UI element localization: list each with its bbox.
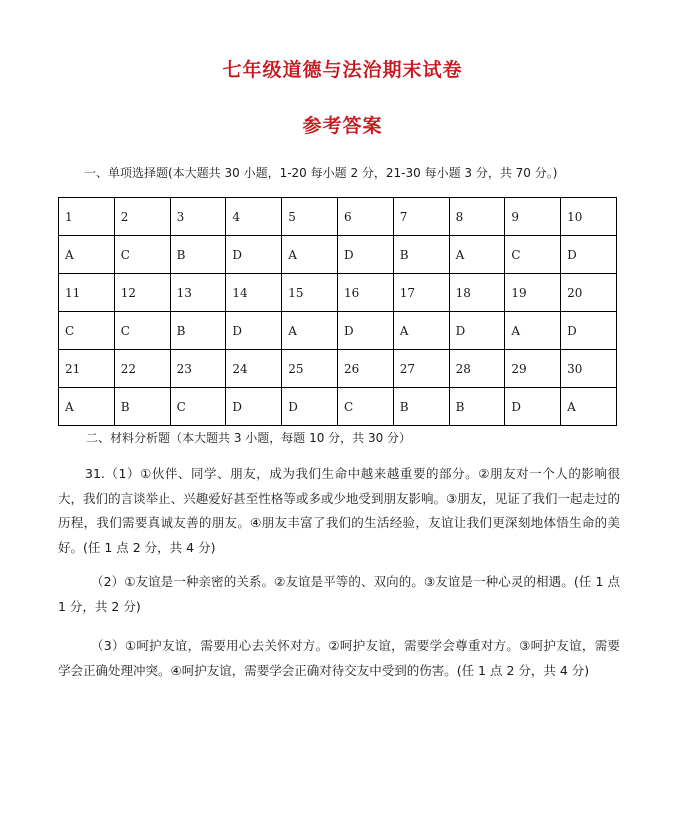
section-heading-material-analysis: 二、材料分析题（本大题共 3 小题，每题 10 分，共 30 分） bbox=[86, 431, 412, 445]
answer-31-part-3: （3）①呵护友谊，需要用心去关怀对方。②呵护友谊，需要学会尊重对方。③呵护友谊，需要学会正确处理冲突。④呵护友谊，需要学会正确对待交友中受到的伤害。(任 1 点 2 分，共 4 分) bbox=[58, 638, 620, 678]
table-cell: B bbox=[170, 236, 226, 274]
table-cell: 12 bbox=[114, 274, 170, 312]
answer-table bbox=[58, 197, 617, 426]
table-cell: 22 bbox=[114, 350, 170, 388]
table-cell: D bbox=[226, 236, 282, 274]
answer-31-part-2: （2）①友谊是一种亲密的关系。②友谊是平等的、双向的。③友谊是一种心灵的相遇。(任 1 点 1 分，共 2 分) bbox=[58, 574, 620, 614]
section-heading-multiple-choice: 一、单项选择题(本大题共 30 小题，1-20 每小题 2 分，21-30 每小题 3 分，共 70 分。) bbox=[84, 166, 558, 180]
table-cell: A bbox=[449, 236, 505, 274]
table-cell: 25 bbox=[282, 350, 338, 388]
table-cell: A bbox=[59, 388, 115, 426]
table-cell: 29 bbox=[505, 350, 561, 388]
table-cell: D bbox=[226, 388, 282, 426]
table-cell: 10 bbox=[561, 198, 617, 236]
table-cell: 26 bbox=[337, 350, 393, 388]
table-cell: 20 bbox=[561, 274, 617, 312]
table-cell: D bbox=[561, 236, 617, 274]
table-cell: 8 bbox=[449, 198, 505, 236]
table-cell: C bbox=[505, 236, 561, 274]
table-cell: D bbox=[226, 312, 282, 350]
page-subtitle: 参考答案 bbox=[302, 115, 383, 137]
table-cell: C bbox=[114, 312, 170, 350]
table-cell: 23 bbox=[170, 350, 226, 388]
table-cell: A bbox=[393, 312, 449, 350]
table-row-answers bbox=[59, 312, 617, 350]
table-cell: 27 bbox=[393, 350, 449, 388]
table-row-answers bbox=[59, 236, 617, 274]
table-cell: 13 bbox=[170, 274, 226, 312]
table-cell: 1 bbox=[59, 198, 115, 236]
table-cell: 9 bbox=[505, 198, 561, 236]
table-cell: 5 bbox=[282, 198, 338, 236]
table-cell: 14 bbox=[226, 274, 282, 312]
table-cell: 28 bbox=[449, 350, 505, 388]
table-cell: C bbox=[59, 312, 115, 350]
table-cell: A bbox=[505, 312, 561, 350]
table-cell: 11 bbox=[59, 274, 115, 312]
table-cell: 18 bbox=[449, 274, 505, 312]
table-cell: B bbox=[449, 388, 505, 426]
table-cell: D bbox=[561, 312, 617, 350]
table-cell: 30 bbox=[561, 350, 617, 388]
table-cell: B bbox=[393, 236, 449, 274]
table-cell: 4 bbox=[226, 198, 282, 236]
page-title: 七年级道德与法治期末试卷 bbox=[222, 59, 463, 81]
table-cell: D bbox=[282, 388, 338, 426]
table-cell: A bbox=[59, 236, 115, 274]
table-cell: 7 bbox=[393, 198, 449, 236]
table-row-question-numbers bbox=[59, 350, 617, 388]
table-row-question-numbers bbox=[59, 198, 617, 236]
table-cell: 16 bbox=[337, 274, 393, 312]
table-cell: C bbox=[114, 236, 170, 274]
table-cell: A bbox=[282, 236, 338, 274]
table-cell: 2 bbox=[114, 198, 170, 236]
table-cell: 19 bbox=[505, 274, 561, 312]
table-cell: D bbox=[505, 388, 561, 426]
table-cell: 17 bbox=[393, 274, 449, 312]
table-cell: A bbox=[561, 388, 617, 426]
table-row-question-numbers bbox=[59, 274, 617, 312]
table-cell: B bbox=[170, 312, 226, 350]
table-cell: B bbox=[393, 388, 449, 426]
answer-31-part-1: 31.（1）①伙伴、同学、朋友，成为我们生命中越来越重要的部分。②朋友对一个人的影响很大，我们的言谈举止、兴趣爱好甚至性格等或多或少地受到朋友影响。③朋友，见证了我们一起走过的历程，我们需要真诚友善的朋友。④朋友丰富了我们的生活经验，友谊让我们更深刻地体悟生命的美好。(任 1 点 2 分，共 4 分) bbox=[58, 466, 620, 555]
table-cell: 15 bbox=[282, 274, 338, 312]
table-cell: D bbox=[337, 312, 393, 350]
table-cell: D bbox=[449, 312, 505, 350]
table-row-answers bbox=[59, 388, 617, 426]
table-cell: B bbox=[114, 388, 170, 426]
table-cell: 3 bbox=[170, 198, 226, 236]
table-cell: C bbox=[170, 388, 226, 426]
table-cell: C bbox=[337, 388, 393, 426]
table-cell: 6 bbox=[337, 198, 393, 236]
table-cell: A bbox=[282, 312, 338, 350]
table-cell: D bbox=[337, 236, 393, 274]
table-cell: 21 bbox=[59, 350, 115, 388]
table-cell: 24 bbox=[226, 350, 282, 388]
